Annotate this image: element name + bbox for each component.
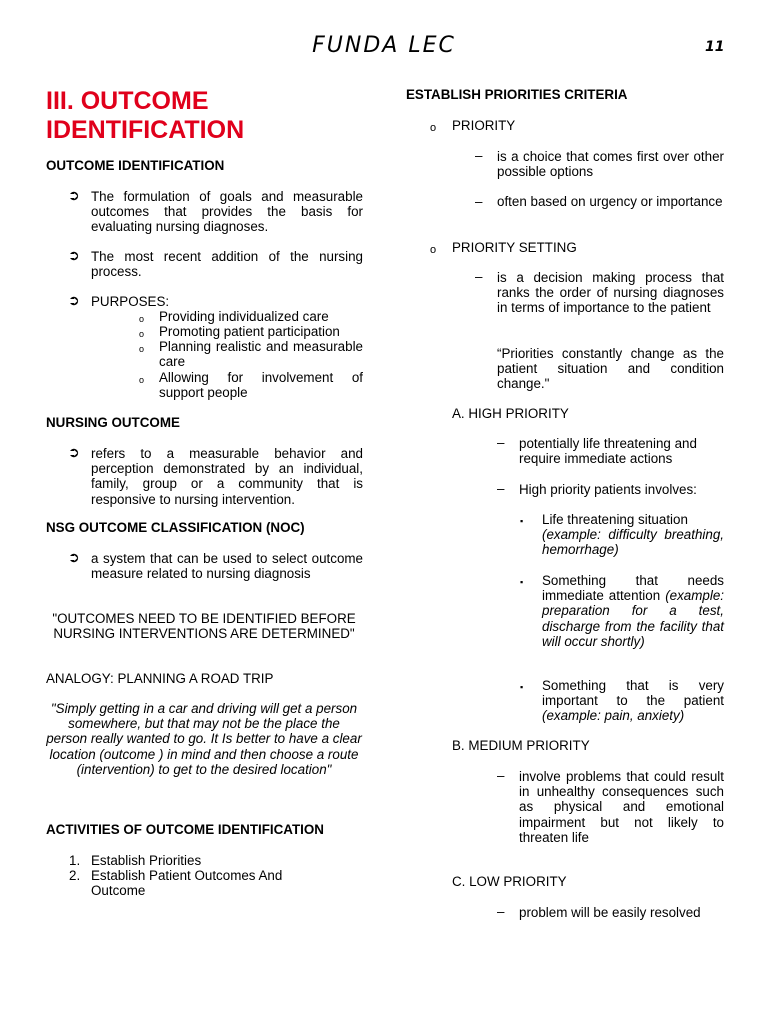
priority-setting-definition: is a decision making process that ranks the order of nursing diagnoses in terms of importance to the patient bbox=[497, 270, 724, 316]
arrow-bullet-icon: ➲ bbox=[68, 292, 80, 308]
medium-priority-label: B. MEDIUM PRIORITY bbox=[452, 738, 590, 753]
circle-bullet-icon: o bbox=[139, 344, 145, 354]
high-bullet-3-text: Something that is very important to the patient bbox=[542, 678, 724, 709]
dash-bullet-icon: – bbox=[475, 148, 483, 163]
high-bullet-1-example: (example: difficulty breathing, hemorrhage) bbox=[542, 527, 724, 558]
analogy-label: ANALOGY: PLANNING A ROAD TRIP bbox=[46, 671, 274, 686]
quote-outcomes: "OUTCOMES NEED TO BE IDENTIFIED BEFORE NURSING INTERVENTIONS ARE DETERMINED" bbox=[52, 611, 356, 642]
section-title-line2: IDENTIFICATION bbox=[46, 116, 245, 144]
arrow-bullet-icon: ➲ bbox=[68, 549, 80, 565]
list-number: 1. bbox=[69, 853, 81, 868]
circle-bullet-icon: o bbox=[139, 375, 145, 385]
high-bullet-1 bbox=[542, 512, 724, 558]
high-bullet-2-text: Something that needs immediate attention bbox=[542, 573, 724, 604]
high-bullet-3 bbox=[542, 678, 724, 724]
priority-definition-1: is a choice that comes first over other possible options bbox=[497, 149, 724, 180]
circle-bullet-icon: o bbox=[139, 329, 145, 339]
priority-setting-quote: “Priorities constantly change as the patient situation and condition change." bbox=[497, 346, 724, 392]
square-bullet-icon: ▪ bbox=[520, 577, 524, 587]
paragraph-recent-addition: The most recent addition of the nursing process. bbox=[91, 249, 363, 280]
priority-label: PRIORITY bbox=[452, 118, 516, 133]
dash-bullet-icon: – bbox=[497, 435, 505, 450]
purpose-item: Planning realistic and measurable care bbox=[159, 339, 363, 370]
paragraph-formulation: The formulation of goals and measurable outcomes that provides the basis for evaluating nursing diagnoses. bbox=[91, 189, 363, 235]
paragraph-noc: a system that can be used to select outcome measure related to nursing diagnosis bbox=[91, 551, 363, 582]
circle-bullet-icon: o bbox=[139, 314, 145, 324]
purpose-item: Promoting patient participation bbox=[159, 324, 340, 339]
heading-noc: NSG OUTCOME CLASSIFICATION (NOC) bbox=[46, 520, 305, 535]
high-bullet-3-example: (example: pain, anxiety) bbox=[542, 708, 685, 724]
heading-activities: ACTIVITIES OF OUTCOME IDENTIFICATION bbox=[46, 822, 324, 837]
arrow-bullet-icon: ➲ bbox=[68, 187, 80, 203]
activity-item: Establish Priorities bbox=[91, 853, 202, 868]
purposes-label: PURPOSES: bbox=[91, 294, 170, 309]
section-title-line1: III. OUTCOME bbox=[46, 87, 209, 115]
purpose-item: Providing individualized care bbox=[159, 309, 329, 324]
high-priority-involves: High priority patients involves: bbox=[519, 482, 697, 497]
analogy-text: "Simply getting in a car and driving will get a person somewhere, but that may not be the place the person really wanted to go. It Is better to have a clear location (outcome ) in mind and then choose a route (intervention) to get to the desired location" bbox=[46, 701, 362, 777]
low-priority-definition: problem will be easily resolved bbox=[519, 905, 701, 920]
page-header-title: FUNDA LEC bbox=[312, 33, 456, 58]
high-priority-definition: potentially life threatening and require immediate actions bbox=[519, 436, 697, 467]
heading-criteria: ESTABLISH PRIORITIES CRITERIA bbox=[406, 87, 628, 102]
high-bullet-1-text: Life threatening situation bbox=[542, 512, 688, 527]
square-bullet-icon: ▪ bbox=[520, 682, 524, 692]
circle-bullet-icon: o bbox=[430, 244, 437, 256]
priority-setting-label: PRIORITY SETTING bbox=[452, 240, 577, 255]
dash-bullet-icon: – bbox=[497, 768, 505, 783]
circle-bullet-icon: o bbox=[430, 122, 437, 134]
dash-bullet-icon: – bbox=[475, 269, 483, 284]
dash-bullet-icon: – bbox=[497, 481, 505, 496]
high-bullet-2-example: (example: preparation for a test, discharge from the facility that will occur shortly) bbox=[542, 588, 724, 649]
heading-outcome-identification: OUTCOME IDENTIFICATION bbox=[46, 158, 225, 173]
priority-definition-2: often based on urgency or importance bbox=[497, 194, 723, 209]
square-bullet-icon: ▪ bbox=[520, 516, 524, 526]
high-bullet-2 bbox=[542, 573, 724, 649]
high-priority-label: A. HIGH PRIORITY bbox=[452, 406, 569, 421]
activity-item: Establish Patient Outcomes And Outcome bbox=[91, 868, 283, 899]
paragraph-nursing-outcome: refers to a measurable behavior and perception demonstrated by an individual, family, group or a community that is responsive to nursing intervention. bbox=[91, 446, 363, 507]
dash-bullet-icon: – bbox=[497, 904, 505, 919]
low-priority-label: C. LOW PRIORITY bbox=[452, 874, 567, 889]
purpose-item: Allowing for involvement of support people bbox=[159, 370, 363, 401]
dash-bullet-icon: – bbox=[475, 194, 483, 209]
heading-nursing-outcome: NURSING OUTCOME bbox=[46, 415, 180, 430]
arrow-bullet-icon: ➲ bbox=[68, 247, 80, 263]
medium-priority-definition: involve problems that could result in unhealthy consequences such as physical and emotional impairment but not likely to threaten life bbox=[519, 769, 724, 845]
page-number: 11 bbox=[705, 39, 725, 55]
list-number: 2. bbox=[69, 868, 81, 883]
arrow-bullet-icon: ➲ bbox=[68, 444, 80, 460]
